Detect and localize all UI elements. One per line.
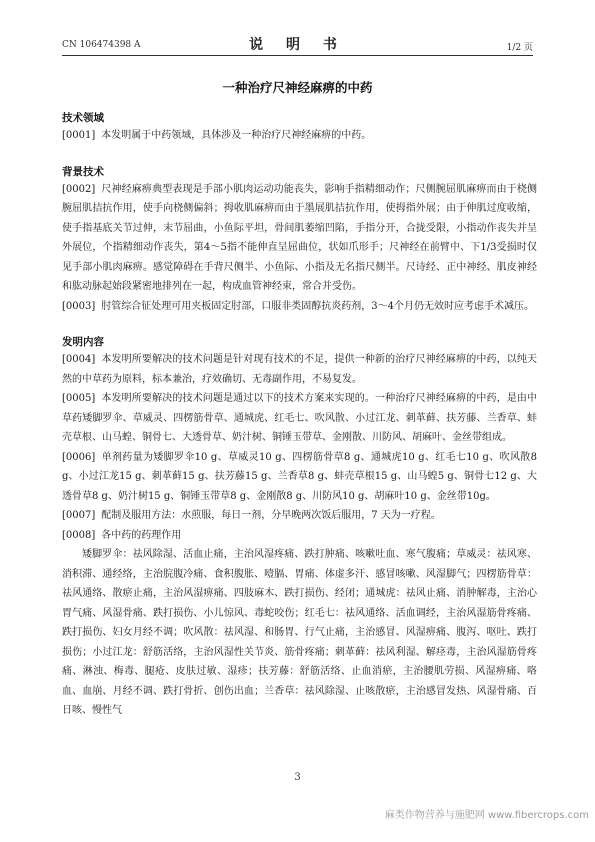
paragraph-number: [0001] — [62, 130, 96, 141]
paragraph-number: [0003] — [62, 300, 96, 312]
patent-number: CN 106474398 A — [62, 40, 141, 50]
paragraph-text: 单剂药量为矮脚罗伞10 g、草威灵10 g、四楞筋骨草8 g、通城虎10 g、红毛七10 g、吹风散8 g、小过江龙15 g、刺革藓15 g、扶芳藤15 g、兰香草8 g、蚌壳草根15 g、山马蝗5 g、铜骨七12 g、大透骨草8 g、奶汁树15 g、铜锤玉带草8 g、金刚散8 g、川防风10 g、胡麻叶10 g、金丝带10g。 — [62, 451, 537, 502]
paragraph-0005 — [62, 389, 537, 448]
paragraph-0004 — [62, 350, 537, 389]
watermark: 麻类作物营养与施肥网 www.fibercrops.com — [384, 810, 589, 821]
section-heading-background: 背景技术 — [62, 165, 104, 178]
section-heading-tech-field: 技术领域 — [62, 112, 104, 124]
paragraph-text: 各中药的药理作用 — [101, 529, 182, 541]
paragraph-text: 本发明属于中药领域，具体涉及一种治疗尺神经麻痹的中药。 — [101, 130, 372, 141]
paragraph-0007 — [62, 506, 537, 526]
section-heading-invention: 发明内容 — [62, 336, 104, 348]
document-title: 一种治疗尺神经麻痹的中药 — [222, 80, 373, 95]
paragraph-0008-body: 矮脚罗伞：祛风除湿、活血止痛，主治风湿疼痛、跌打肿痛、咳嗽吐血、寒气腹痛；草威灵：祛风寒、消积滞、通经络，主治脘腹冷痛、食积腹胀、噎膈、胃痛、体虚多汗、感冒咳嗽、风湿脚气；四楞筋骨草：祛风通络、散瘀止痛，主治风湿痹痛、四肢麻木、跌打损伤、经闭；通城虎：祛风止痛、消肿解毒，主治心胃气痛、风湿骨痛、跌打损伤、小儿惊风、毒蛇咬伤；红毛七：祛风通络、活血调经，主治风湿筋骨疼痛、跌打损伤、妇女月经不调；吹风散：祛风湿、和肠胃、行气止痛，主治感冒、风湿痹痛、腹泻、呕吐、跌打损伤；小过江龙：舒筋活络，主治风湿性关节炎、筋骨疼痛；刺革藓：祛风利湿、解痉毒，主治风湿筋骨疼痛、淋浊、梅毒、腿疮、皮肤过敏、湿疹；扶芳藤：舒筋活络、止血消瘀，主治腰肌劳损、风湿痹痛、咯血、血崩、月经不调、跌打骨折、创伤出血；兰香草：祛风除湿、止咳散瘀，主治感冒发热、风湿骨痛、百日咳、慢性气 — [62, 549, 537, 716]
paragraph-number: [0002] — [62, 183, 96, 195]
paragraph-0001 — [62, 126, 537, 146]
paragraph-text: 配制及服用方法：水煎服，每日一剂，分早晚两次饭后服用，7 天为一疗程。 — [101, 510, 441, 521]
paragraph-0002 — [62, 180, 537, 297]
paragraph-number: [0006] — [62, 451, 96, 463]
paragraph-text: 本发明所要解决的技术问题是针对现有技术的不足，提供一种新的治疗尺神经麻痹的中药，以纯天然的中草药为原料，标本兼治，疗效确切、无毒副作用，不易复发。 — [62, 354, 537, 385]
paragraph-text: 肘管综合征处理可用夹板固定肘部，口服非类固醇抗炎药剂，3～4个月仍无效时应考虑手术减压。 — [101, 300, 534, 312]
page-number: 3 — [294, 772, 301, 783]
paragraph-number: [0004] — [62, 354, 96, 365]
paragraph-0008 — [62, 526, 537, 546]
paragraph-number: [0008] — [62, 529, 96, 541]
page-header — [62, 33, 533, 56]
paragraph-text: 本发明所要解决的技术问题是通过以下的技术方案来实现的。一种治疗尺神经麻痹的中药，是由中草药矮脚罗伞、草威灵、四楞筋骨草、通城虎、红毛七、吹风散、小过江龙、刺革藓、扶芳藤、兰香草、蚌壳草根、山马蝗、铜骨七、大透骨草、奶汁树、铜锤玉带草、金刚散、川防风、胡麻叶、金丝带组成。 — [62, 393, 537, 443]
paragraph-text: 尺神经麻痹典型表现是手部小肌肉运动功能丧失，影响手指精细动作；尺侧腕屈肌麻痹而由于桡侧腕屈肌拮抗作用，使手向桡侧偏斜；拇收肌麻痹而由于墨展肌拮抗作用，使拇指外展；由于伸肌过度收缩，使手指基底关节过伸，末节屈曲，小鱼际平坦，骨间肌萎缩凹陷，手指分开，合拢受限，小指动作丧失并呈外展位，个指精细动作丧失，第4～5指不能伸直呈屈曲位，状如爪形手；尺神经在前臂中、下1/3受损时仅见手部小肌肉麻痹。感觉障碍在手背尺侧半、小鱼际、小指及无名指尺侧半。尺诗经、正中神经、肌皮神经和肱动脉起始段紧密地排列在一起，构成血管神经束，常合并受伤。 — [62, 183, 537, 292]
document-body — [62, 110, 537, 721]
page-indicator: 1/2 页 — [506, 43, 533, 53]
paragraph-number: [0005] — [62, 393, 96, 404]
document-type: 说 明 书 — [249, 37, 346, 53]
paragraph-0006 — [62, 448, 537, 507]
paragraph-0003 — [62, 297, 537, 317]
paragraph-number: [0007] — [62, 510, 96, 521]
